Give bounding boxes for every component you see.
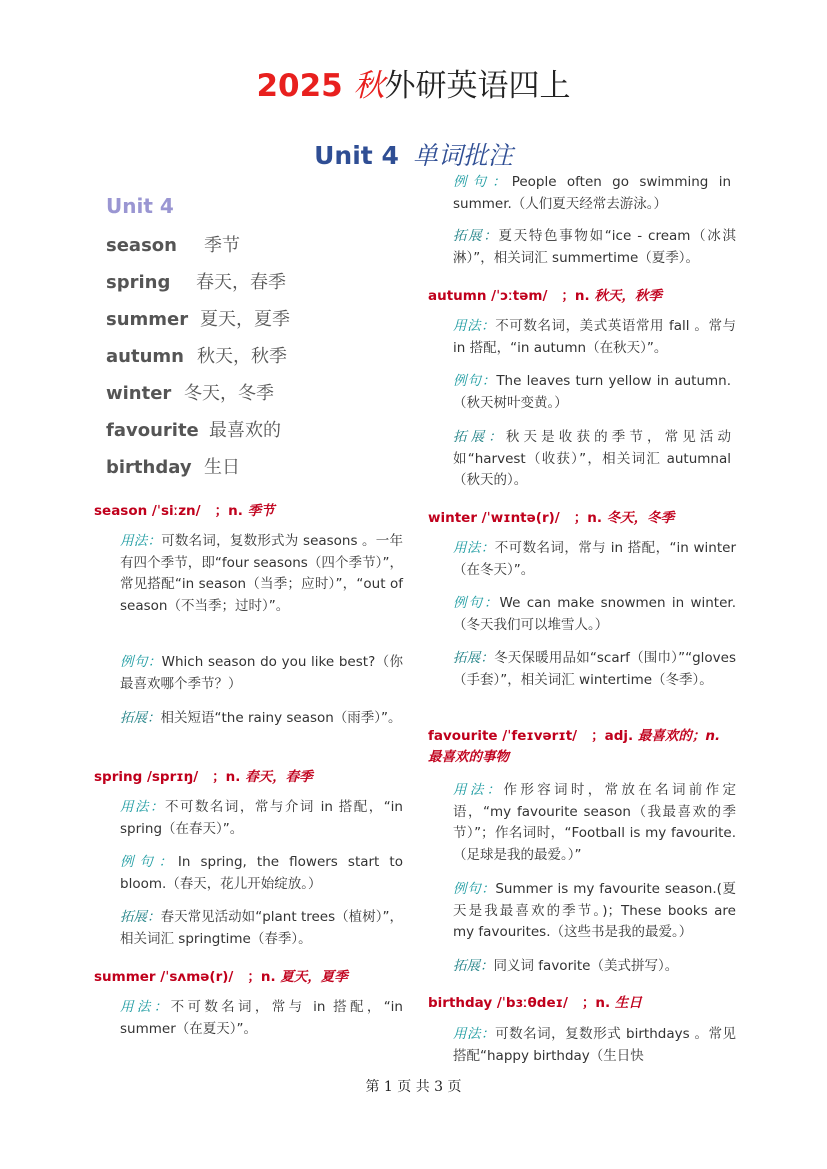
vocab-item: autumn 秋天，秋季	[106, 346, 287, 367]
vocab-item: birthday 生日	[106, 457, 240, 478]
extension-season: 拓展：相关短语“the rainy season（雨季）”。	[120, 710, 402, 726]
extension-favourite: 拓展：同义词 favorite（美式拼写）。	[453, 958, 679, 974]
extension-autumn: 拓展：秋天是收获的季节，常见活动如“harvest（收获）”，相关词汇 autumnal（秋天的）。	[453, 429, 732, 488]
extension-spring: 拓展：春天常见活动如“plant trees（植树）”，相关词汇 springtime（春季）。	[120, 909, 403, 947]
example-summer: 例句：People often go swimming in summer.（人们夏天经常去游泳。）	[453, 174, 732, 212]
entry-heading-winter: winter /ˈwɪntə(r)/ ；n. 冬天，冬季	[428, 510, 675, 526]
subtitle-unit: Unit 4	[314, 141, 399, 170]
title-year: 2025	[256, 68, 343, 104]
example-season: 例句：Which season do you like best?（你最喜欢哪个季节？）	[120, 654, 403, 692]
extension-winter: 拓展：冬天保暖用品如“scarf（围巾）”“gloves（手套）”，相关词汇 wintertime（冬季）。	[453, 650, 737, 688]
usage-birthday: 用法：可数名词，复数形式 birthdays 。常见搭配“happy birthday（生日快	[453, 1026, 736, 1064]
usage-favourite: 用法：作形容词时，常放在名词前作定语，“my favourite season（我最喜欢的季节）”；作名词时，“Football is my favourite.（足球是我的最爱。）”	[453, 782, 736, 863]
vocab-card-title: Unit 4	[106, 194, 174, 218]
subtitle-cn: 单词批注	[412, 141, 513, 170]
example-spring: 例句：In spring, the flowers start to bloom.（春天，花儿开始绽放。）	[120, 854, 403, 892]
page-number: 第 1 页 共 3 页	[365, 1079, 462, 1095]
entry-heading-autumn: autumn /ˈɔːtəm/ ；n. 秋天，秋季	[428, 288, 662, 304]
vocab-item: favourite 最喜欢的	[106, 420, 281, 441]
document-title	[0, 60, 827, 105]
entry-heading-season: season /ˈsiːzn/ ；n. 季节	[94, 503, 275, 519]
entry-heading-summer: summer /ˈsʌmə(r)/ ；n. 夏天，夏季	[94, 969, 348, 985]
title-autumn: 秋	[353, 68, 385, 104]
vocab-item: spring 春天，春季	[106, 272, 286, 293]
vocab-item: winter 冬天，冬季	[106, 383, 274, 404]
vocab-item: season 季节	[106, 235, 240, 256]
entry-heading-favourite: favourite /ˈfeɪvərɪt/ ；adj. 最喜欢的；n. 最喜欢的事物	[428, 728, 721, 765]
usage-spring: 用法：不可数名词，常与介词 in 搭配，“in spring（在春天）”。	[120, 799, 403, 837]
unit-subtitle	[0, 136, 827, 172]
entry-heading-birthday: birthday /ˈbɜːθdeɪ/ ；n. 生日	[428, 995, 642, 1011]
extension-summer: 拓展：夏天特色事物如“ice - cream（冰淇淋）”，相关词汇 summertime（夏季）。	[453, 228, 736, 266]
usage-winter: 用法：不可数名词，常与 in 搭配，“in winter（在冬天）”。	[453, 540, 737, 578]
vocab-item: summer 夏天，夏季	[106, 309, 290, 330]
usage-season: 用法：可数名词，复数形式为 seasons 。一年有四个季节，即“four seasons（四个季节）”，常见搭配“in season（当季；应时）”，“out of season（不当季；过时）”。	[120, 533, 404, 614]
title-rest: 外研英语四上	[384, 68, 571, 104]
example-autumn: 例句：The leaves turn yellow in autumn.（秋天树叶变黄。）	[453, 373, 732, 411]
usage-autumn: 用法：不可数名词，美式英语常用 fall 。常与 in 搭配，“in autumn（在秋天）”。	[453, 318, 737, 356]
example-favourite: 例句：Summer is my favourite season.(夏天是我最喜欢的季节。)；These books are my favourites.（这些书是我的最爱。）	[453, 881, 736, 940]
entry-heading-spring: spring /sprɪŋ/ ；n. 春天，春季	[94, 769, 313, 785]
usage-summer: 用法：不可数名词，常与 in 搭配，“in summer（在夏天）”。	[120, 999, 403, 1037]
example-winter: 例句：We can make snowmen in winter.（冬天我们可以堆雪人。）	[453, 595, 737, 633]
